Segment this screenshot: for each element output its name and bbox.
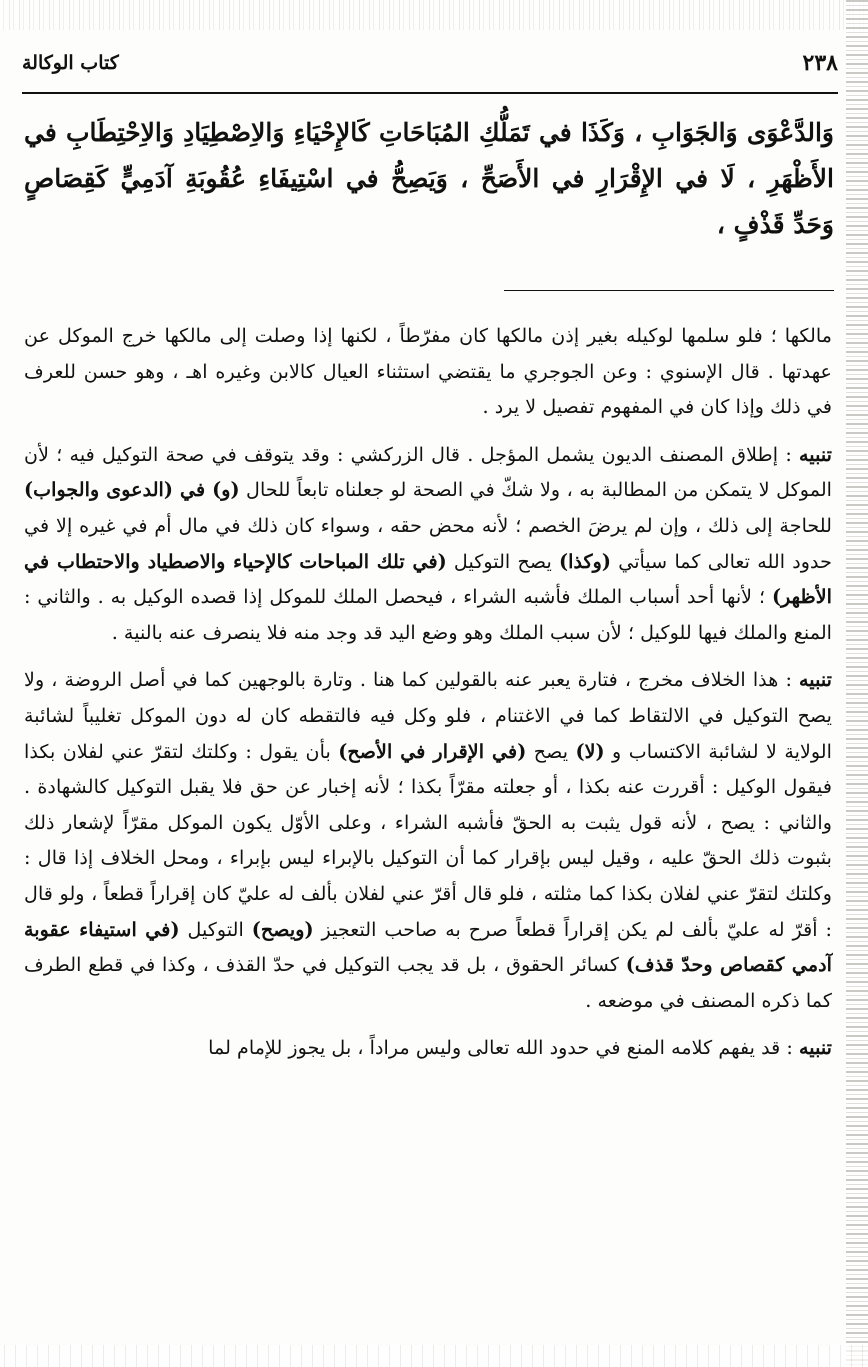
scan-edge-top [0, 0, 868, 30]
text-segment: للحاجة إلى ذلك ، وإن لم يرضَ الخصم ؛ لأنه محض حقه ، وسواء كان ذلك في مال أم في غيره إلا في حدود الله تعالى كما سيأتي [24, 513, 832, 573]
text-segment: : هذا الخلاف مخرج ، فتارة يعبر عنه بالقولين كما هنا . وتارة بالوجهين كما في أصل الروضة ، ولا يصح التوكيل في الالتقاط كما في الاغتنام ، فلو وكل فيه فالتقطه كان له دون الموكل تغليباً لشائبة الولاية لا لشائبة الاكتساب و [24, 668, 832, 763]
separator-rule [504, 290, 834, 291]
scan-edge-right [846, 0, 868, 1367]
text-segment: ؛ لأنها أحد أسباب الملك فأشبه الشراء ، فيحصل الملك للموكل إذا قصده الوكيل به . والثاني : المنع والملك فيها للوكيل ؛ لأن سبب الملك وهو وضع اليد قد وجد منه فلا ينصرف عنه بالنية . [24, 585, 832, 644]
page-number: ٢٣٨ [802, 50, 838, 76]
matn-quote: (في تلك المباحات كالإحياء والاصطياد والاحتطاب في الأظهر) [24, 549, 832, 609]
matn-quote: (في استيفاء عقوبة آدمي كقصاص وحدّ قذف) [24, 917, 832, 977]
matn-quote: (في الإقرار في الأصح) [338, 739, 527, 763]
text-segment: التوكيل [179, 917, 252, 941]
scan-edge-bottom [0, 1345, 868, 1367]
text-segment: كسائر الحقوق ، بل قد يجب التوكيل في حدّ القذف ، وكذا في قطع الطرف كما ذكره المصنف في موضعه . [24, 953, 832, 1012]
tanbih-label: تنبيه [799, 668, 832, 692]
text-segment: بأن يقول : وكلتك لتقرّ عني لفلان بكذا فيقول الوكيل : أقررت عنه بكذا ، أو جعلته مقرّاً بكذا ؛ لأنه إخبار عن حق فلا يقبل التوكيل كالشهادة . والثاني : يصح ، لأنه قول يثبت به الحقّ فأشبه الشراء ، وعلى الأوّل يكون الموكل مقرّاً لإشعار ذلك بثبوت ذلك الحقّ عليه ، وقيل ليس بإقرار كما أن التوكيل بالإبراء ليس بإبراء ، ومحل الخلاف إذا قال : وكلتك لتقرّ عني لفلان بكذا كما مثلته ، فلو قال أقرّ عني لفلان بألف له عليّ كان إقراراً قطعاً ، ولو قال : أقرّ له عليّ بألف لم يكن إقراراً قطعاً صرح به صاحب التعجيز [24, 739, 832, 941]
running-title: كتاب الوكالة [22, 52, 119, 74]
matn-quote: (ويصح) [251, 917, 314, 941]
header-rule [22, 92, 838, 94]
text-segment: : قد يفهم كلامه المنع في حدود الله تعالى وليس مراداً ، بل يجوز للإمام لما [208, 1036, 799, 1060]
tanbih-label: تنبيه [799, 442, 832, 466]
matn-quote: (لا) [575, 739, 605, 763]
commentary-paragraph: مالكها ؛ فلو سلمها لوكيله بغير إذن مالكها كان مفرّطاً ، لكنها إذا وصلت إلى مالكها خرج الموكل عن عهدتها . قال الإسنوي : وعن الجوجري ما يقتضي استثناء العيال كالابن وغيره اهـ ، وهو حسن للعرف في ذلك وإذا كان في المفهوم تفصيل لا يرد . [24, 324, 832, 419]
text-segment: يصح [526, 739, 576, 763]
matn-quote: (وكذا) [559, 549, 611, 573]
commentary [24, 318, 832, 1078]
text-segment: : إطلاق المصنف الديون يشمل المؤجل . قال الزركشي : وقد يتوقف في صحة التوكيل فيه ؛ لأن الموكل لا يتمكن من المطالبة به ، ولا شكّ في الصحة لو جعلناه تابعاً للحال [24, 442, 832, 502]
commentary-paragraph [24, 1030, 832, 1066]
commentary-paragraph [24, 437, 832, 651]
text-segment: يصح التوكيل [446, 549, 560, 573]
matn-quote: (و) في (الدعوى والجواب) [24, 478, 240, 502]
tanbih-label: تنبيه [799, 1036, 832, 1060]
matn-text: وَالدَّعْوَى وَالجَوَابِ ، وَكَذَا في تَمَلُّكِ المُبَاحَاتِ كَالإِحْيَاءِ وَالاِصْطِيَادِ وَالاِحْتِطَابِ في الأَظْهَرِ ، لَا في الإِقْرَارِ في الأَصَحِّ ، وَيَصِحُّ في اسْتِيفَاءِ عُقُوبَةِ آدَمِيٍّ كَقِصَاصٍ وَحَدِّ قَذْفٍ ، [24, 118, 834, 239]
page-header [22, 50, 838, 90]
commentary-paragraph [24, 662, 832, 1018]
